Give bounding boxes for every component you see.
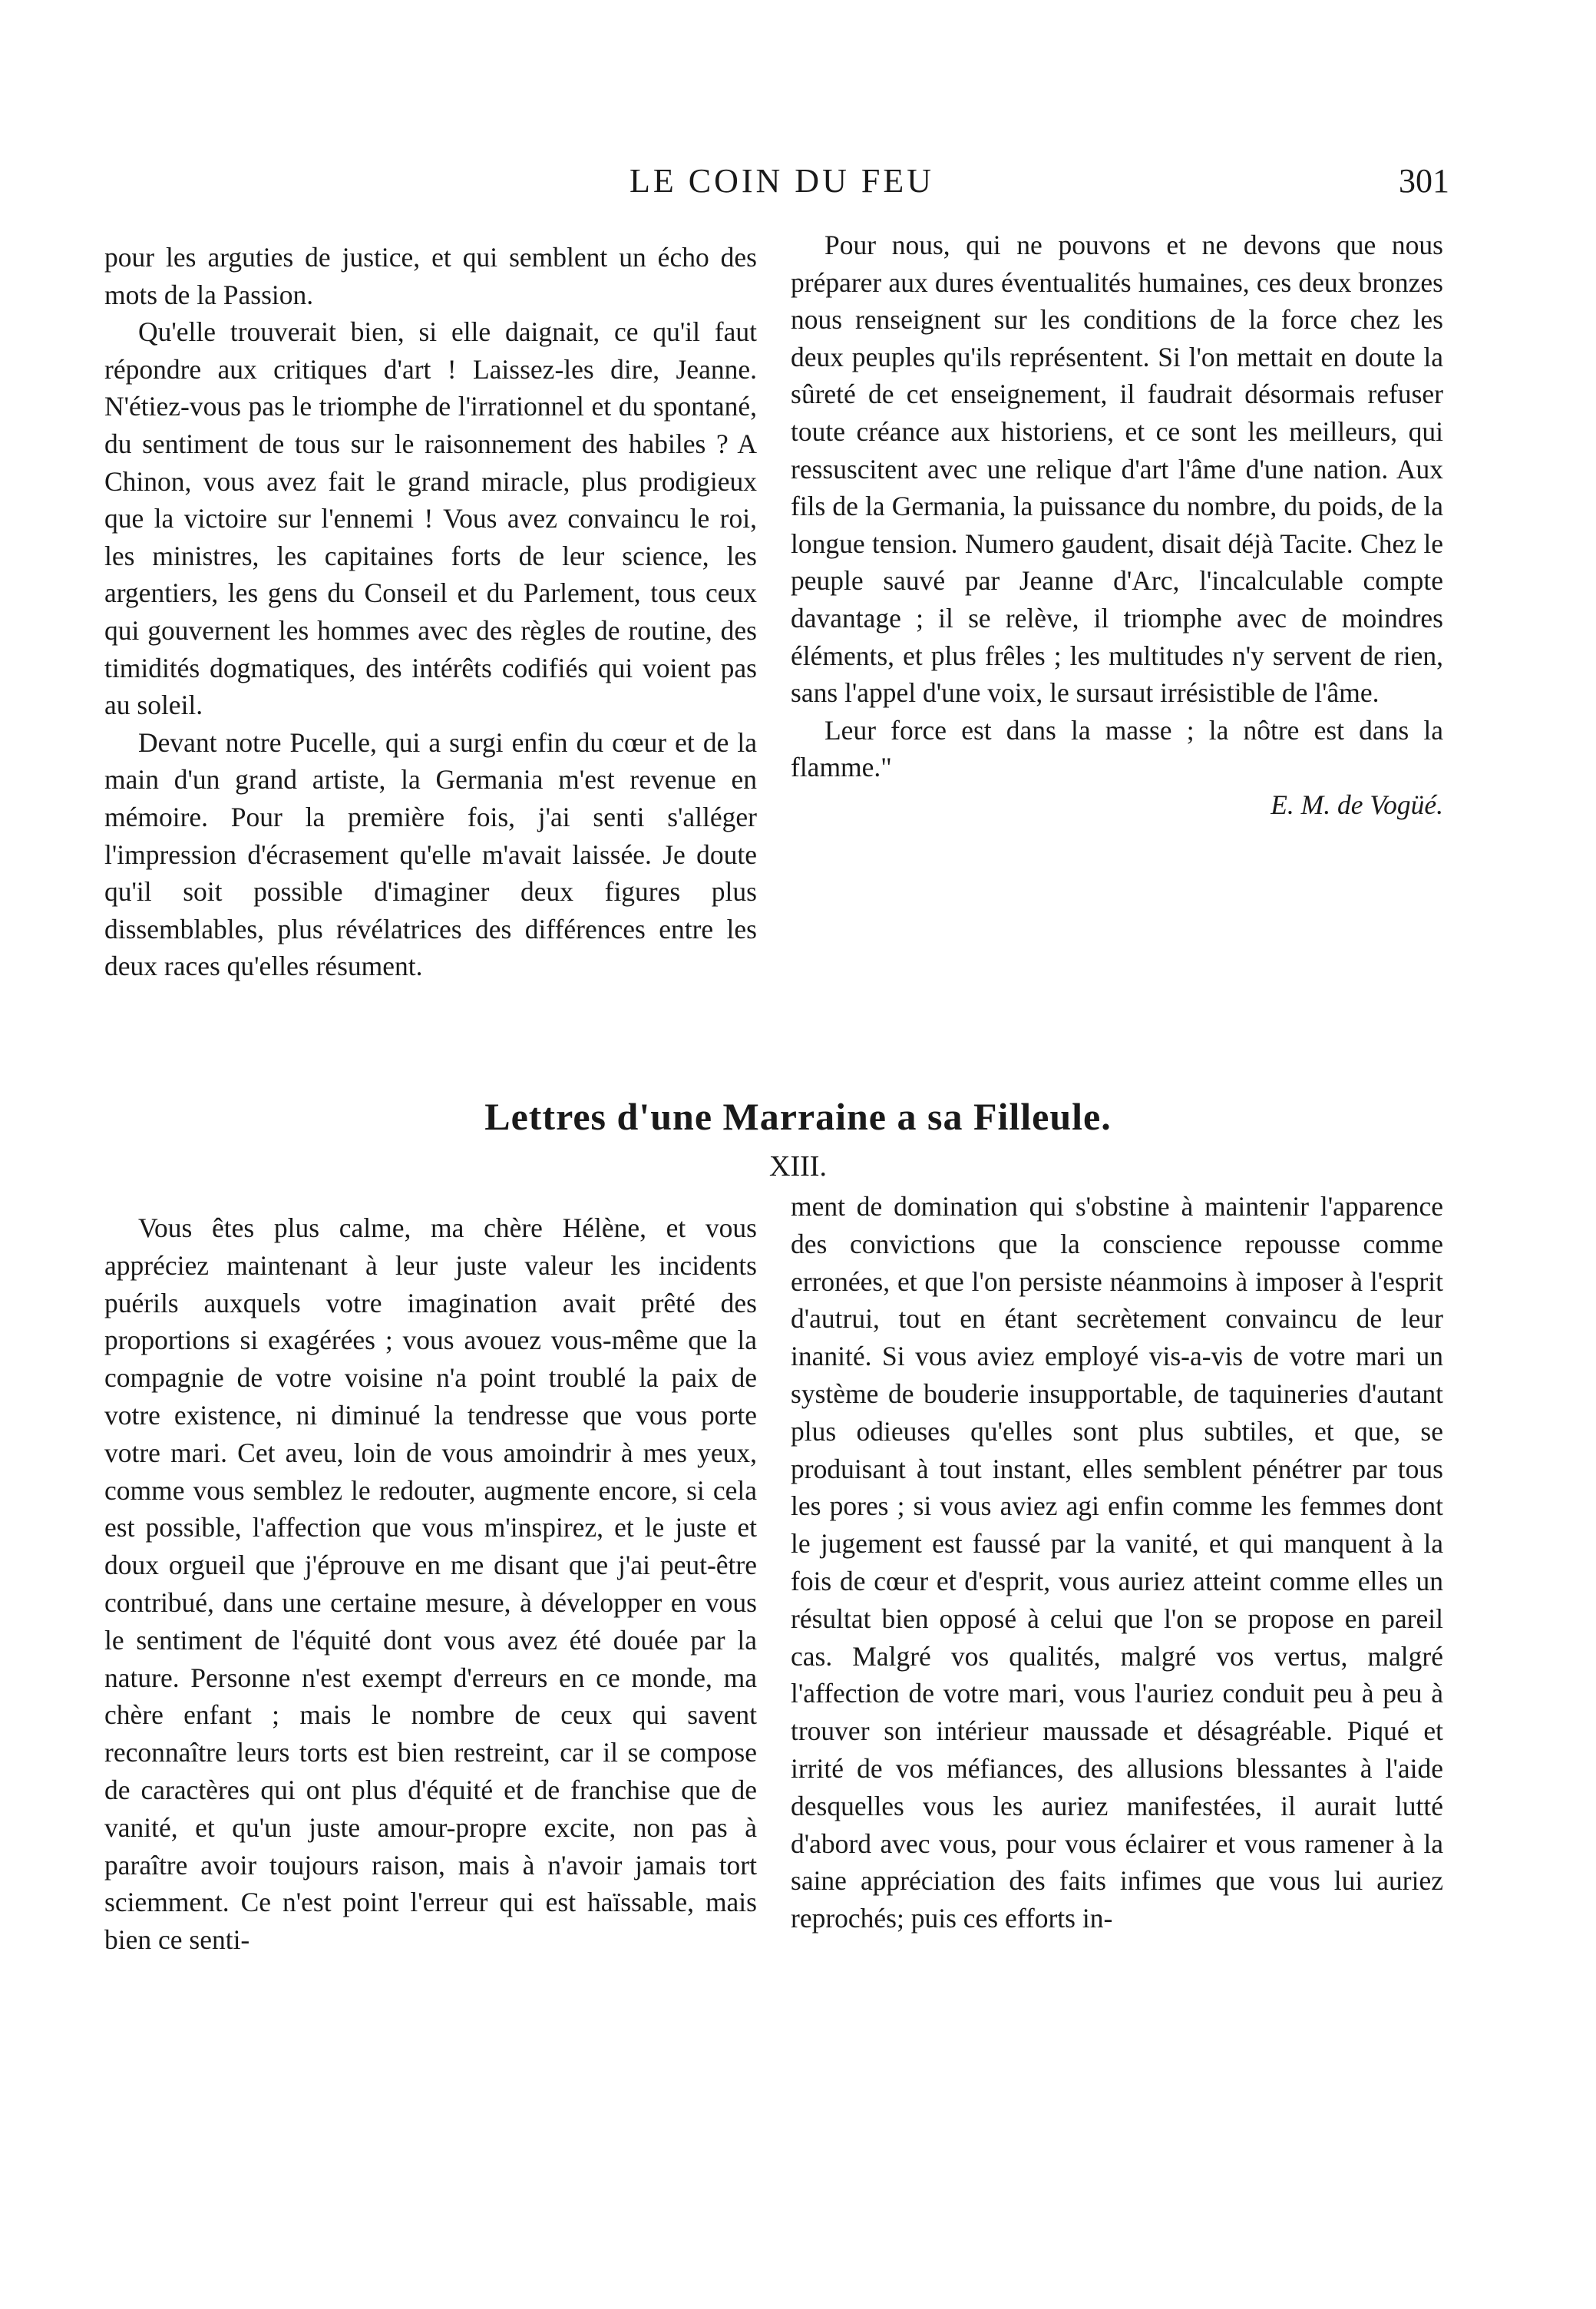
running-title: LE COIN DU FEU [629,162,934,200]
article-paragraph: Vous êtes plus calme, ma chère Hélène, et vous appréciez maintenant à leur juste valeur les incidents puérils auxquels votre imagination avait prêté des proportions si exagérées ; vous avouez vous-même que la compagnie de votre voisine n'a point troublé la paix de votre existence, ni diminué la tendresse que vous porte votre mari. Cet aveu, loin de vous amoindrir à mes yeux, comme vous semblez le redouter, augmente encore, si cela est possible, l'affection que vous m'inspirez, et le juste et doux orgueil que j'éprouve en me disant que j'ai peut-être contribué, dans une certaine mesure, à développer en vous le sentiment de l'équité dont vous avez été douée par la nature. Personne n'est exempt d'erreurs en ce monde, ma chère enfant ; mais le nombre de ceux qui savent reconnaître leurs torts est bien restreint, car il se compose de caractères qui ont plus d'équité et de franchise que de vanité, et qu'un juste amour-propre excite, non pas à paraître avoir toujours raison, mais à n'avoir jamais tort sciemment. Ce n'est point l'erreur qui est haïssable, mais bien ce senti- [104,1212,757,1956]
page-header [0,161,1596,207]
article-right-column [791,1188,1443,1937]
article-paragraph: ment de domination qui s'obstine à maintenir l'apparence des convictions que la conscience repousse comme erronées, et que l'on persiste néanmoins à imposer à l'esprit d'autrui, tout en étant secrètement convaincu de leur inanité. Si vous aviez employé vis-a-vis de votre mari un système de bouderie insupportable, de taquineries d'autant plus odieuses qu'elles sont plus subtiles, et que, se produisant à tout instant, elles semblent pénétrer par tous les pores ; si vous aviez agi enfin comme les femmes dont le jugement est faussé par la vanité, et qui manquent à la fois de cœur et d'esprit, vous auriez atteint comme elles un résultat bien opposé à celui que l'on se propose en pareil cas. Malgré vos qualités, malgré vos vertus, malgré l'affection de votre mari, vous l'auriez conduit peu à peu à trouver son intérieur maussade et désagréable. Piqué et irrité de vos méfiances, des allusions blessantes à l'aide desquelles vous les auriez manifestées, il aurait lutté d'abord avec vous, pour vous éclairer et vous ramener à la saine appréciation des faits infimes que vous lui auriez reprochés; puis ces efforts in- [791,1191,1443,1934]
essay-signature: E. M. de Vogüé. [1271,789,1443,820]
page-number: 301 [1399,162,1449,200]
essay-paragraph: Leur force est dans la masse ; la nôtre est dans la flamme." [791,714,1443,783]
section-number: XIII. [769,1150,827,1183]
essay-right-column [791,227,1443,824]
essay-left-column [104,239,757,985]
essay-paragraph: Devant notre Pucelle, qui a surgi enfin du cœur et de la main d'un grand artiste, la Germania m'est revenue en mémoire. Pour la première fois, j'ai senti s'alléger l'impression d'écrasement qu'elle m'avait laissée. Je doute qu'il soit possible d'imaginer deux figures plus dissemblables, plus révélatrices des différences entre les deux races qu'elles résument. [104,726,757,982]
article-title: Lettres d'une Marraine a sa Filleule. [484,1095,1112,1138]
article-left-column [104,1209,757,1959]
essay-paragraph: pour les arguties de justice, et qui semblent un écho des mots de la Passion. [104,242,757,310]
essay-paragraph: Qu'elle trouverait bien, si elle daignait, ce qu'il faut répondre aux critiques d'art ! Laissez-les dire, Jeanne. N'étiez-vous pas le triomphe de l'irrationnel et du spontané, du sentiment de tous sur le raisonnement des habiles ? A Chinon, vous avez fait le grand miracle, plus prodigieux que la victoire sur l'ennemi ! Vous avez convaincu le roi, les ministres, les capitaines forts de leur science, les argentiers, les gens du Conseil et du Parlement, tous ceux qui gouvernent les hommes avec des règles de routine, des timidités dogmatiques, des intérêts codifiés qui voient pas au soleil. [104,316,757,721]
essay-paragraph: Pour nous, qui ne pouvons et ne devons que nous préparer aux dures éventualités humaines, ces deux bronzes nous renseignent sur les conditions de la force chez les deux peuples qu'ils représentent. Si l'on mettait en doute la sûreté de cet enseignement, il faudrait désormais refuser toute créance aux historiens, et ce sont les meilleurs, qui ressuscitent avec une relique d'art l'âme d'une nation. Aux fils de la Germania, la puissance du nombre, du poids, de la longue tension. Numero gaudent, disait déjà Tacite. Chez le peuple sauvé par Jeanne d'Arc, l'incalculable compte davantage ; il se relève, il triomphe avec de moindres éléments, et plus frêles ; les multitudes n'y servent de rien, sans l'appel d'une voix, le sursaut irrésistible de l'âme. [791,230,1443,709]
